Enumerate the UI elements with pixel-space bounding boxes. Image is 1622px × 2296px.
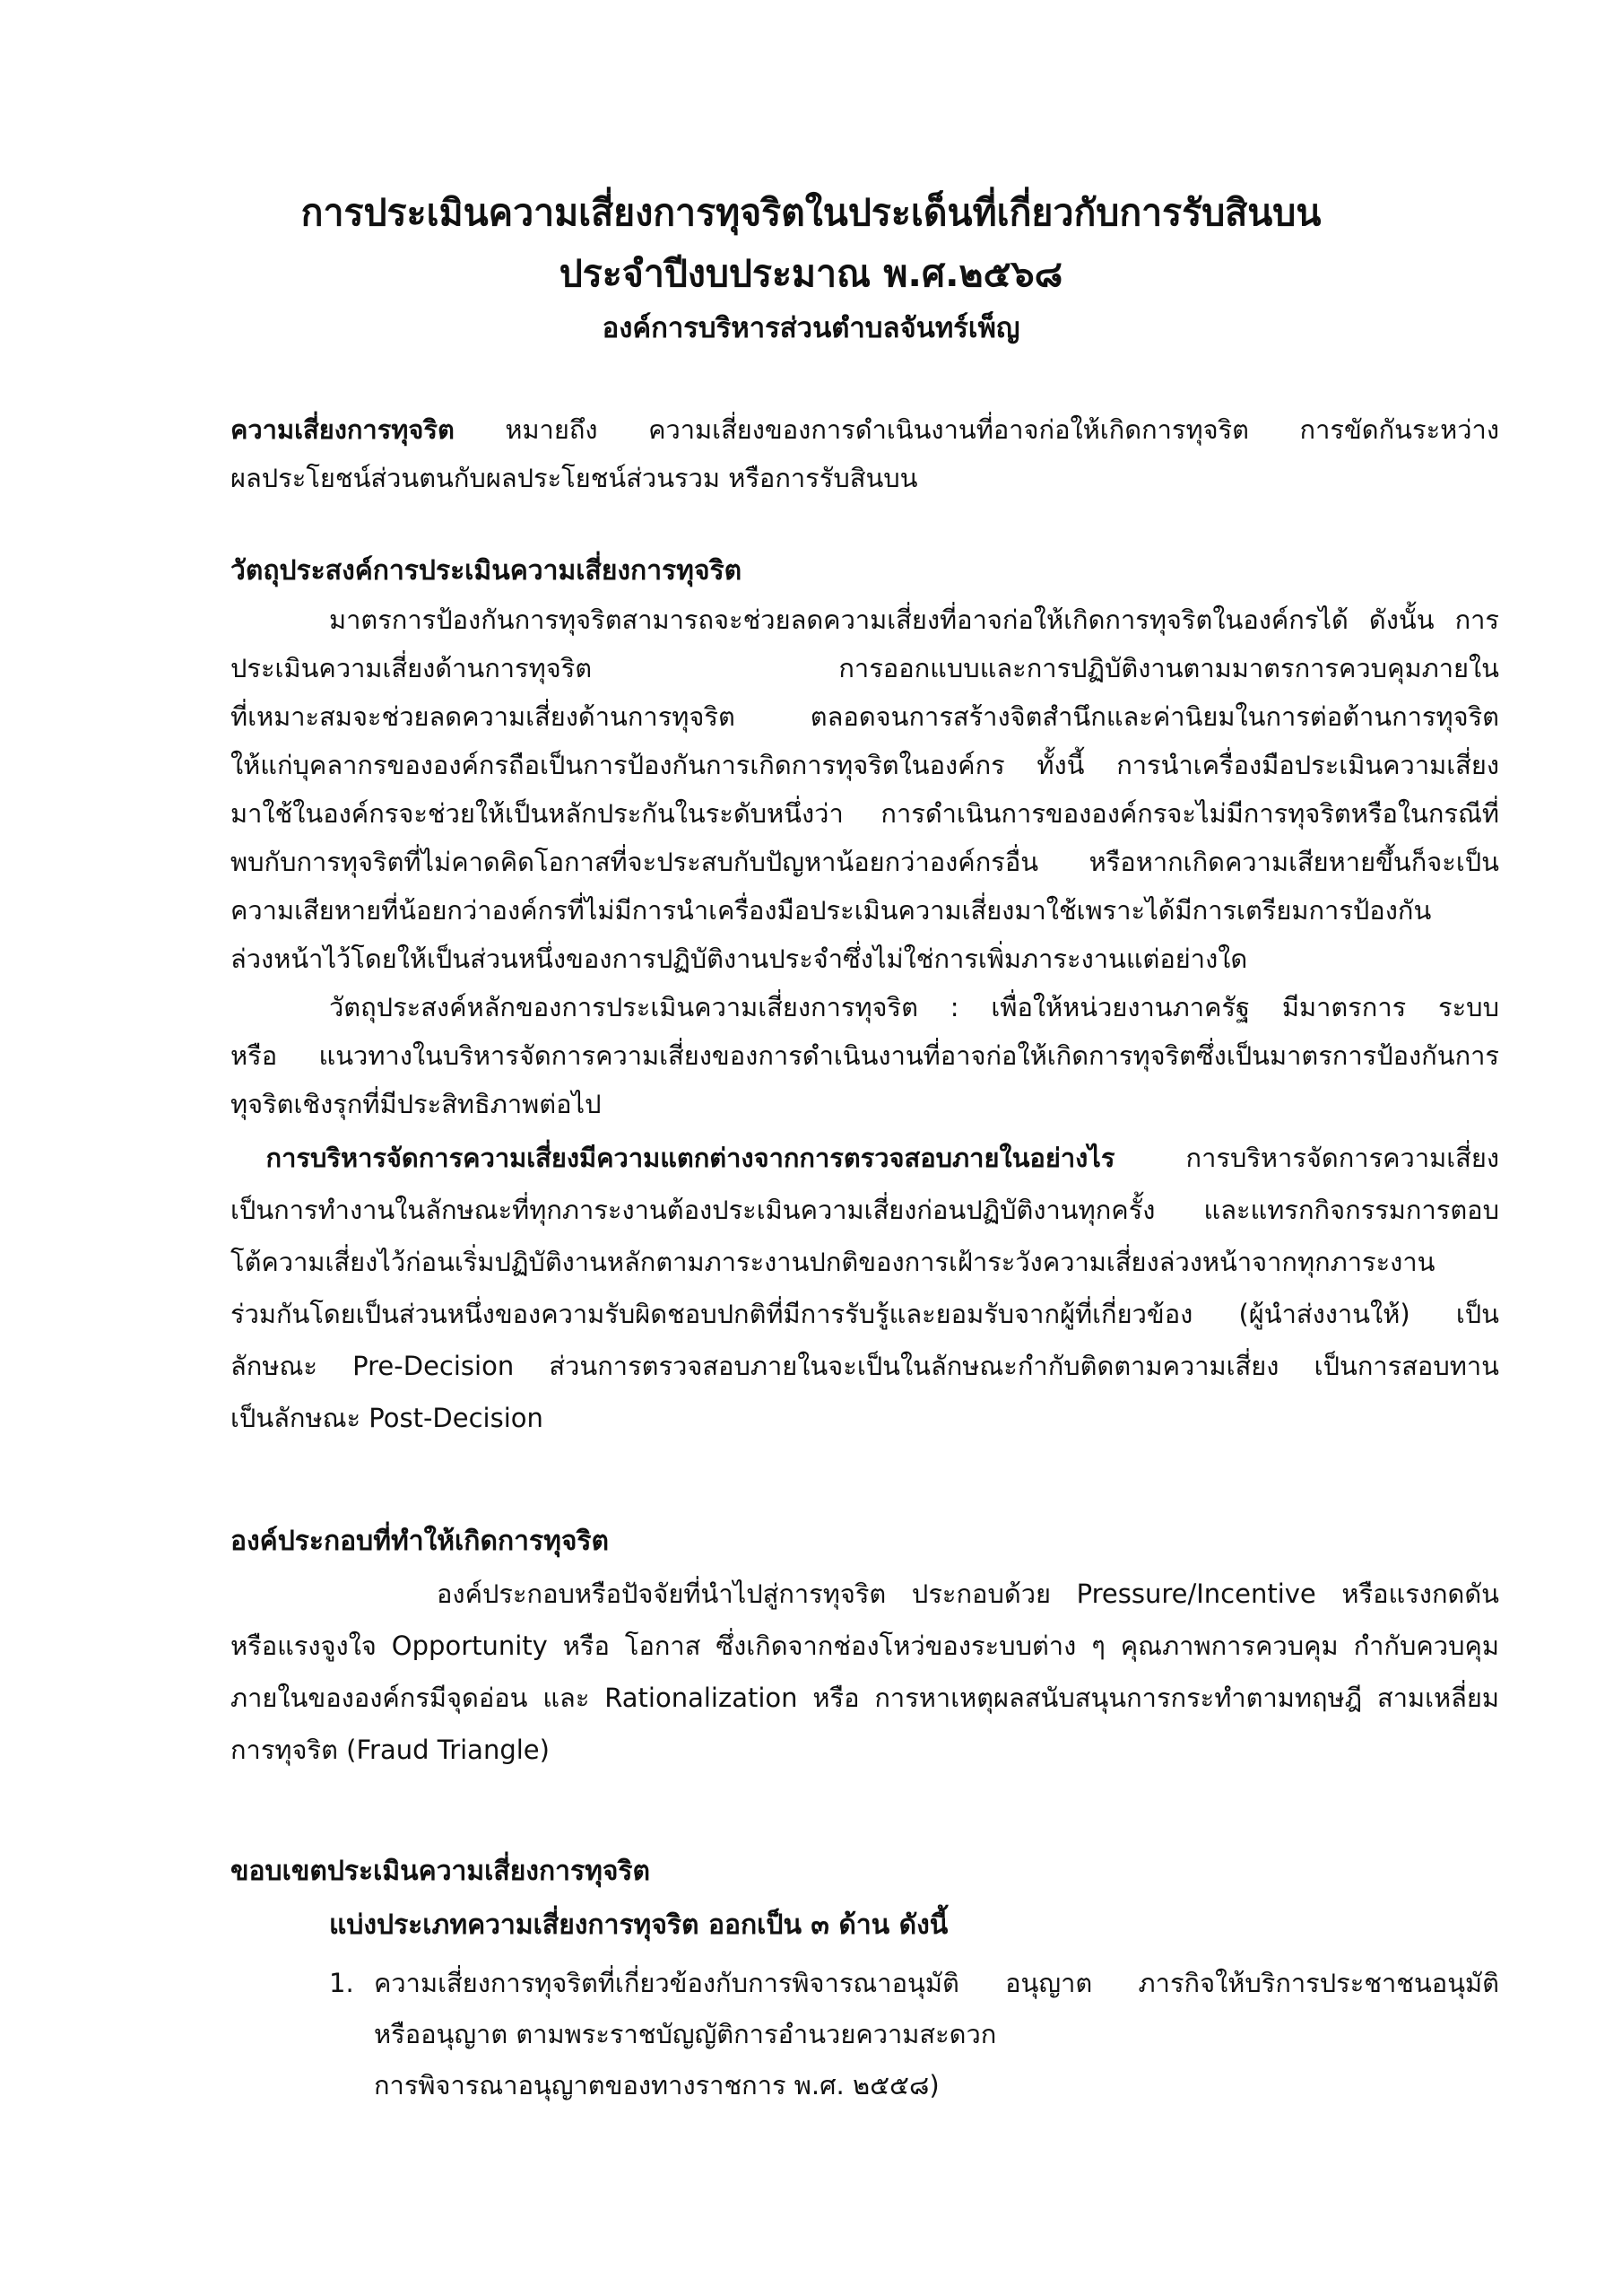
paragraph-line: หรือ แนวทางในบริหารจัดการความเสี่ยงของการดำเนินงานที่อาจก่อให้เกิดการทุจริตซึ่งเป็นมาตรการป้องกันการ (230, 1040, 1499, 1071)
list-item-line: หรืออนุญาต ตามพระราชบัญญัติการอำนวยความสะดวก (374, 2019, 997, 2049)
risk-management-section (230, 1132, 1499, 1444)
fraud-elements-heading: องค์ประกอบที่ทำให้เกิดการทุจริต (230, 1526, 610, 1557)
paragraph-line: ล่วงหน้าไว้โดยให้เป็นส่วนหนึ่งของการปฏิบัติงานประจำซึ่งไม่ใช่การเพิ่มภาระงานแต่อย่างใด (230, 944, 1248, 974)
paragraph-line: ทุจริตเชิงรุกที่มีประสิทธิภาพต่อไป (230, 1089, 602, 1119)
paragraph-line: ภายในขององค์กรมีจุดอ่อน และ Rationalization หรือ การหาเหตุผลสนับสนุนการกระทำตามทฤษฎี สามเหลี่ยม (230, 1683, 1499, 1713)
definition-line: ความเสี่ยงการทุจริต หมายถึง ความเสี่ยงของการดำเนินงานที่อาจก่อให้เกิดการทุจริต การขัดกันระหว่าง (230, 414, 1499, 445)
paragraph-line: มาใช้ในองค์กรจะช่วยให้เป็นหลักประกันในระดับหนึ่งว่า การดำเนินการขององค์กรจะไม่มีการทุจริตหรือในกรณีที่ (230, 798, 1499, 829)
paragraph-line: ร่วมกันโดยเป็นส่วนหนึ่งของความรับผิดชอบปกติที่มีการรับรู้และยอมรับจากผู้ที่เกี่ยวข้อง (ผู้นำส่งงานให้) เป็น (230, 1299, 1499, 1329)
fraud-elements-section (230, 1516, 1499, 1776)
paragraph-line: ที่เหมาะสมจะช่วยลดความเสี่ยงด้านการทุจริต ตลอดจนการสร้างจิตสำนึกและค่านิยมในการต่อต้านการทุจริต (230, 701, 1499, 732)
scope-heading-block (230, 1848, 1499, 1896)
paragraph-line: องค์ประกอบหรือปัจจัยที่นำไปสู่การทุจริต ประกอบด้วย Pressure/Incentive หรือแรงกดดัน (437, 1578, 1499, 1609)
objective-section (230, 547, 1499, 1128)
definition-term: ความเสี่ยงการทุจริต (230, 414, 455, 445)
paragraph-line: ความเสียหายที่น้อยกว่าองค์กรที่ไม่มีการนำเครื่องมือประเมินความเสี่ยงมาใช้เพราะได้มีการเตรียมการป้องกัน (230, 895, 1432, 926)
list-item-line: ความเสี่ยงการทุจริตที่เกี่ยวข้องกับการพิจารณาอนุมัติ อนุญาต ภารกิจให้บริการประชาชนอนุมัติ (374, 1968, 1499, 1998)
scope-heading: ขอบเขตประเมินความเสี่ยงการทุจริต (230, 1856, 651, 1887)
paragraph-line: เป็นการทำงานในลักษณะที่ทุกภาระงานต้องประเมินความเสี่ยงก่อนปฏิบัติงานทุกครั้ง และแทรกกิจกรรมการตอบ (230, 1195, 1499, 1225)
paragraph-line: การทุจริต (Fraud Triangle) (230, 1735, 550, 1765)
paragraph-line: พบกับการทุจริตที่ไม่คาดคิดโอกาสที่จะประสบกับปัญหาน้อยกว่าองค์กรอื่น หรือหากเกิดความเสียหายขึ้นก็จะเป็น (230, 847, 1499, 877)
list-item-number: 1. (329, 1968, 354, 1998)
document-title: การประเมินความเสี่ยงการทุจริตในประเด็นที่เกี่ยวกับการรับสินบน (300, 191, 1322, 234)
risk-management-heading: การบริหารจัดการความเสี่ยงมีความแตกต่างจากการตรวจสอบภายในอย่างไร (265, 1143, 1115, 1173)
list-item (329, 1958, 1499, 2111)
paragraph-line: การบริหารจัดการความเสี่ยงมีความแตกต่างจากการตรวจสอบภายในอย่างไร การบริหารจัดการความเสี่ยง (265, 1143, 1500, 1173)
paragraph-line: วัตถุประสงค์หลักของการประเมินความเสี่ยงการทุจริต : เพื่อให้หน่วยงานภาครัฐ มีมาตรการ ระบบ (329, 992, 1499, 1022)
definition-paragraph (230, 405, 1499, 502)
objective-heading: วัตถุประสงค์การประเมินความเสี่ยงการทุจริต (230, 555, 742, 587)
fiscal-year-subtitle: ประจำปีงบประมาณ พ.ศ.๒๕๖๘ (559, 252, 1063, 295)
paragraph-line: โต้ความเสี่ยงไว้ก่อนเริ่มปฏิบัติงานหลักตามภาระงานปกติของการเฝ้าระวังความเสี่ยงล่วงหน้าจากทุกภาระงาน (230, 1247, 1436, 1277)
scope-subheading: แบ่งประเภทความเสี่ยงการทุจริต ออกเป็น ๓ ด้าน ดังนี้ (329, 1909, 949, 1941)
definition-line: ผลประโยชน์ส่วนตนกับผลประโยชน์ส่วนรวม หรือการรับสินบน (230, 463, 918, 493)
paragraph-line: ประเมินความเสี่ยงด้านการทุจริต การออกแบบและการปฏิบัติงานตามมาตรการควบคุมภายใน (230, 653, 1499, 683)
paragraph-line: มาตรการป้องกันการทุจริตสามารถจะช่วยลดความเสี่ยงที่อาจก่อให้เกิดการทุจริตในองค์กรได้ ดังนั้น การ (329, 604, 1499, 635)
paragraph-line: เป็นลักษณะ Post-Decision (230, 1403, 543, 1433)
paragraph-line: หรือแรงจูงใจ Opportunity หรือ โอกาส ซึ่งเกิดจากช่องโหว่ของระบบต่าง ๆ คุณภาพการควบคุม กำกับควบคุม (230, 1631, 1499, 1661)
paragraph-line: ลักษณะ Pre-Decision ส่วนการตรวจสอบภายในจะเป็นในลักษณะกำกับติดตามความเสี่ยง เป็นการสอบทาน (230, 1351, 1499, 1381)
list-item-line: การพิจารณาอนุญาตของทางราชการ พ.ศ. ๒๕๕๘) (374, 2070, 940, 2100)
organization-name: องค์การบริหารส่วนตำบลจันทร์เพ็ญ (602, 312, 1020, 344)
list-item-body (374, 1958, 1499, 2111)
paragraph-line: ให้แก่บุคลากรขององค์กรถือเป็นการป้องกันการเกิดการทุจริตในองค์กร ทั้งนี้ การนำเครื่องมือประเมินความเสี่ยง (230, 750, 1499, 780)
